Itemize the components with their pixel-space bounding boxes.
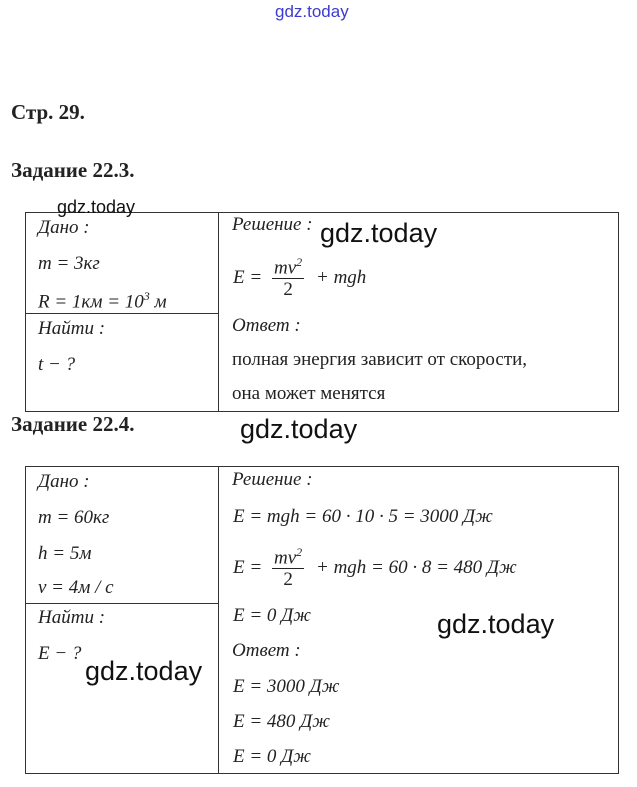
answer-1: E = 3000 Дж xyxy=(233,676,340,697)
task-22-3-divider xyxy=(218,212,219,411)
formula-lhs: E = xyxy=(233,267,263,288)
fraction-exponent: 2 xyxy=(296,545,303,559)
given-velocity: v = 4м / с xyxy=(38,577,114,598)
given-mass: m = 3кг xyxy=(38,253,100,274)
given-radius xyxy=(38,289,167,313)
solution-label: Решение : xyxy=(232,469,313,490)
answer-label: Ответ : xyxy=(232,640,301,661)
given-label: Дано : xyxy=(38,471,90,492)
fraction-numerator: mv xyxy=(274,547,297,569)
given-radius-unit: м xyxy=(154,291,167,313)
formula-lhs: E = xyxy=(233,557,263,578)
given-mass: m = 60кг xyxy=(38,507,110,528)
watermark: gdz.today xyxy=(437,609,555,639)
fraction-exponent: 2 xyxy=(296,255,303,269)
formula-rest: + mgh = 60 · 8 = 480 Дж xyxy=(316,557,517,578)
answer-3: E = 0 Дж xyxy=(233,746,311,767)
watermark: gdz.today xyxy=(240,414,358,444)
solution-line-1: E = mgh = 60 · 10 · 5 = 3000 Дж xyxy=(233,506,493,527)
given-radius-exponent: 3 xyxy=(143,289,150,303)
solution-label: Решение : xyxy=(232,214,313,235)
given-label: Дано : xyxy=(38,217,90,238)
given-height: h = 5м xyxy=(38,543,92,564)
watermark-top: gdz.today xyxy=(275,2,349,21)
watermark: gdz.today xyxy=(85,656,203,686)
task-22-4-divider xyxy=(218,466,219,773)
page-number: Стр. 29. xyxy=(11,100,85,124)
find-label: Найти : xyxy=(38,607,106,628)
formula-fraction xyxy=(272,252,304,301)
answer-line-2: она может менятся xyxy=(232,383,386,404)
watermark: gdz.today xyxy=(57,197,136,217)
task-22-4-title: Задание 22.4. xyxy=(11,412,135,436)
fraction-denominator: 2 xyxy=(283,569,293,591)
formula-fraction xyxy=(272,542,304,591)
given-radius-value: R = 1км = 10 xyxy=(38,291,144,313)
find-label: Найти : xyxy=(38,318,106,339)
answer-label: Ответ : xyxy=(232,315,301,336)
task-22-3-title: Задание 22.3. xyxy=(11,158,135,182)
answer-line-1: полная энергия зависит от скорости, xyxy=(232,349,528,370)
watermark: gdz.today xyxy=(320,218,438,248)
find-value: t − ? xyxy=(38,354,76,375)
answer-2: E = 480 Дж xyxy=(233,711,330,732)
fraction-denominator: 2 xyxy=(283,279,293,301)
solution-line-3: E = 0 Дж xyxy=(233,605,311,626)
fraction-numerator: mv xyxy=(274,257,297,279)
find-value: E − ? xyxy=(38,643,82,664)
task-22-4-given-find-separator xyxy=(25,603,219,604)
formula-rest: + mgh xyxy=(316,267,367,288)
